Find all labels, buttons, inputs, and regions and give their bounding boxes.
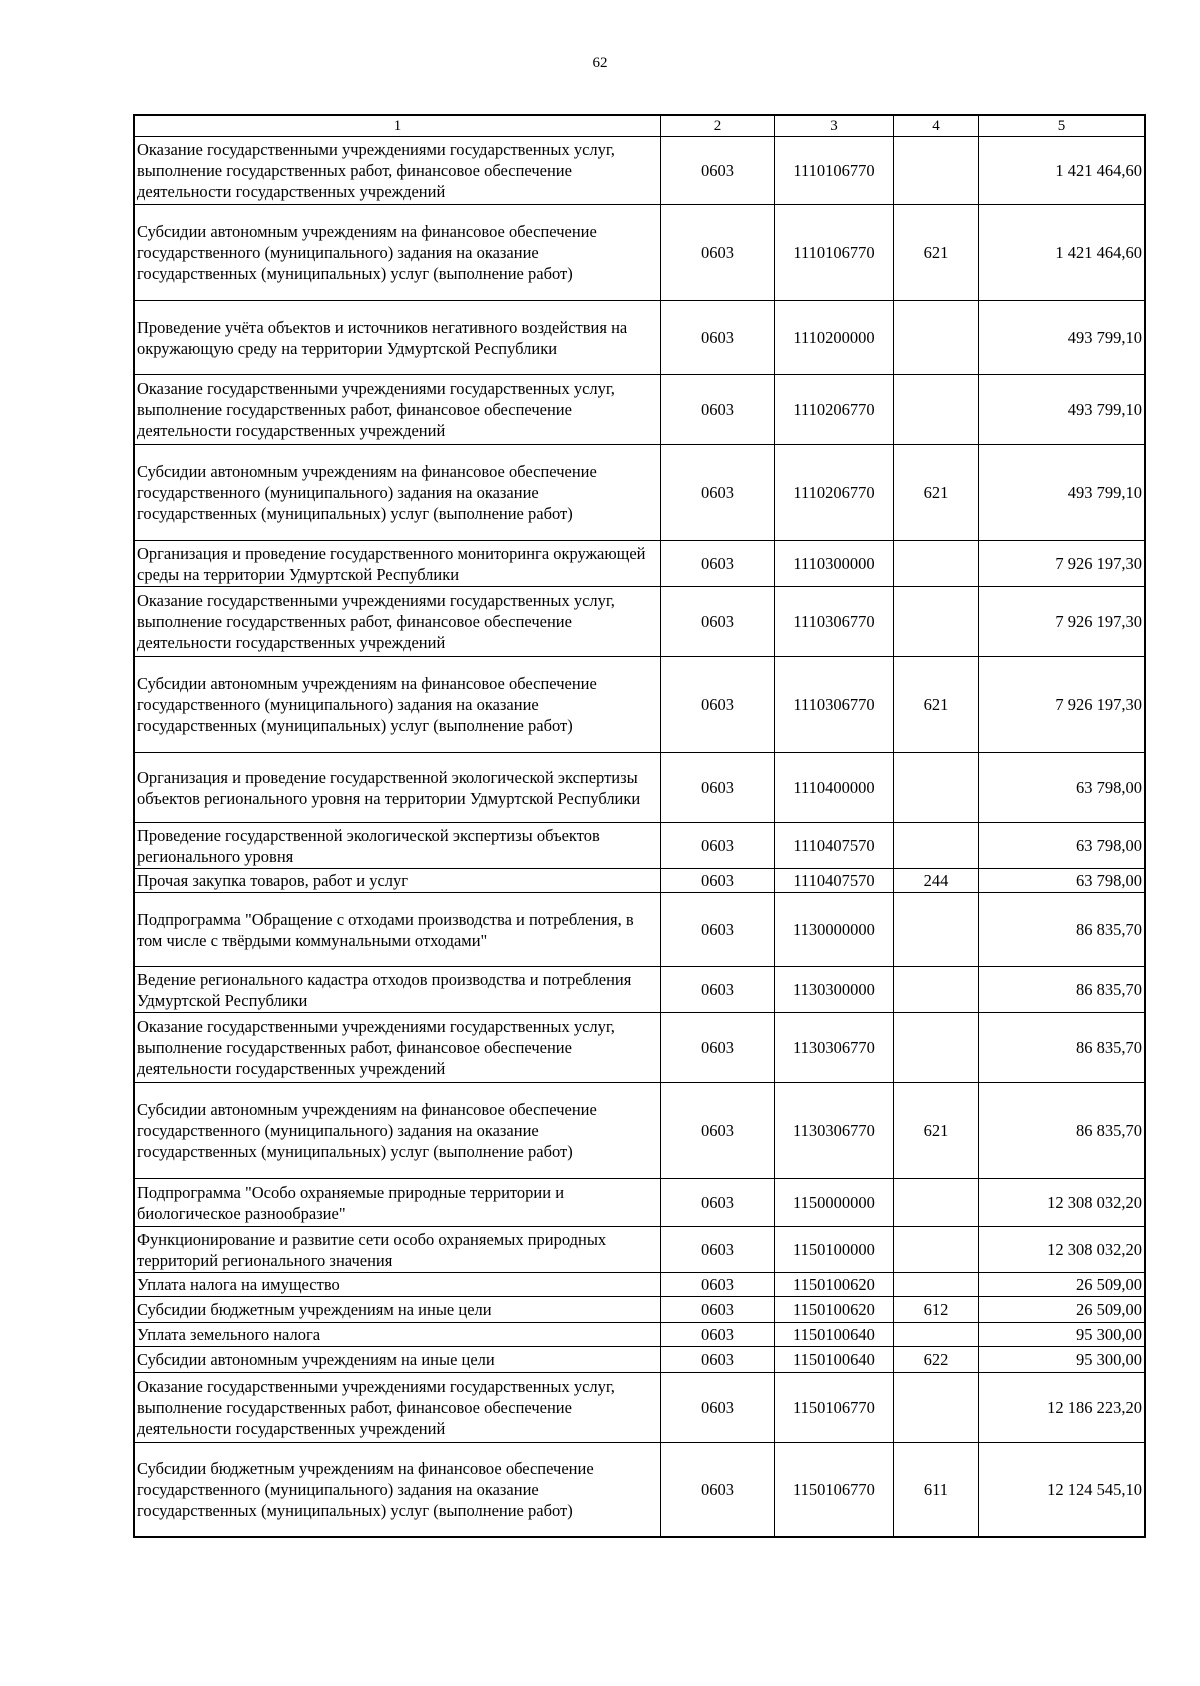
row-name: Проведение государственной экологической экспертизы объектов регионального уровня <box>135 823 661 869</box>
row-type <box>894 1373 979 1443</box>
table-header-row <box>135 116 1145 137</box>
row-section: 0603 <box>661 869 775 893</box>
row-sum: 12 308 032,20 <box>979 1227 1145 1273</box>
row-code: 1110306770 <box>775 657 894 753</box>
row-section: 0603 <box>661 1273 775 1297</box>
row-code: 1110306770 <box>775 587 894 657</box>
budget-table <box>134 115 1145 1537</box>
table-row <box>135 1297 1145 1323</box>
row-section: 0603 <box>661 375 775 445</box>
row-section: 0603 <box>661 1443 775 1537</box>
row-sum: 1 421 464,60 <box>979 137 1145 205</box>
row-sum: 86 835,70 <box>979 1013 1145 1083</box>
row-type <box>894 587 979 657</box>
row-name: Субсидии автономным учреждениям на иные цели <box>135 1347 661 1373</box>
row-type: 244 <box>894 869 979 893</box>
row-name: Подпрограмма "Обращение с отходами производства и потребления, в том числе с твёрдыми коммунальными отходами" <box>135 893 661 967</box>
row-name: Прочая закупка товаров, работ и услуг <box>135 869 661 893</box>
table-row <box>135 1443 1145 1537</box>
table-row <box>135 137 1145 205</box>
row-sum: 7 926 197,30 <box>979 657 1145 753</box>
row-section: 0603 <box>661 1373 775 1443</box>
row-type <box>894 1179 979 1227</box>
row-type <box>894 893 979 967</box>
row-code: 1110407570 <box>775 823 894 869</box>
row-type <box>894 1323 979 1347</box>
row-type <box>894 1227 979 1273</box>
row-name: Подпрограмма "Особо охраняемые природные территории и биологическое разнообразие" <box>135 1179 661 1227</box>
row-sum: 63 798,00 <box>979 753 1145 823</box>
row-name: Оказание государственными учреждениями государственных услуг, выполнение государственных работ, финансовое обеспечение деятельности государственных учреждений <box>135 1373 661 1443</box>
row-sum: 7 926 197,30 <box>979 587 1145 657</box>
row-sum: 493 799,10 <box>979 301 1145 375</box>
row-code: 1110106770 <box>775 137 894 205</box>
row-sum: 86 835,70 <box>979 967 1145 1013</box>
table-row <box>135 541 1145 587</box>
row-name: Оказание государственными учреждениями государственных услуг, выполнение государственных работ, финансовое обеспечение деятельности государственных учреждений <box>135 137 661 205</box>
row-code: 1150106770 <box>775 1443 894 1537</box>
table-row <box>135 1273 1145 1297</box>
row-code: 1110106770 <box>775 205 894 301</box>
row-name: Субсидии автономным учреждениям на финансовое обеспечение государственного (муниципального) задания на оказание государственных (муниципальных) услуг (выполнение работ) <box>135 1083 661 1179</box>
table-row <box>135 967 1145 1013</box>
row-section: 0603 <box>661 587 775 657</box>
row-code: 1130306770 <box>775 1013 894 1083</box>
row-code: 1150100000 <box>775 1227 894 1273</box>
row-sum: 26 509,00 <box>979 1273 1145 1297</box>
row-section: 0603 <box>661 1297 775 1323</box>
row-sum: 12 186 223,20 <box>979 1373 1145 1443</box>
row-name: Уплата налога на имущество <box>135 1273 661 1297</box>
row-name: Оказание государственными учреждениями государственных услуг, выполнение государственных работ, финансовое обеспечение деятельности государственных учреждений <box>135 587 661 657</box>
row-sum: 63 798,00 <box>979 823 1145 869</box>
row-sum: 7 926 197,30 <box>979 541 1145 587</box>
row-name: Субсидии автономным учреждениям на финансовое обеспечение государственного (муниципального) задания на оказание государственных (муниципальных) услуг (выполнение работ) <box>135 205 661 301</box>
row-section: 0603 <box>661 823 775 869</box>
row-type: 621 <box>894 1083 979 1179</box>
header-cell-2: 2 <box>661 116 775 137</box>
row-type <box>894 967 979 1013</box>
row-code: 1110300000 <box>775 541 894 587</box>
row-section: 0603 <box>661 657 775 753</box>
row-section: 0603 <box>661 1347 775 1373</box>
row-type: 611 <box>894 1443 979 1537</box>
row-name: Оказание государственными учреждениями государственных услуг, выполнение государственных работ, финансовое обеспечение деятельности государственных учреждений <box>135 1013 661 1083</box>
row-code: 1150000000 <box>775 1179 894 1227</box>
row-sum: 95 300,00 <box>979 1347 1145 1373</box>
row-type <box>894 375 979 445</box>
row-name: Оказание государственными учреждениями государственных услуг, выполнение государственных работ, финансовое обеспечение деятельности государственных учреждений <box>135 375 661 445</box>
row-code: 1130000000 <box>775 893 894 967</box>
row-section: 0603 <box>661 541 775 587</box>
row-name: Субсидии бюджетным учреждениям на иные цели <box>135 1297 661 1323</box>
row-section: 0603 <box>661 1013 775 1083</box>
row-sum: 1 421 464,60 <box>979 205 1145 301</box>
row-section: 0603 <box>661 301 775 375</box>
row-name: Ведение регионального кадастра отходов производства и потребления Удмуртской Республики <box>135 967 661 1013</box>
row-section: 0603 <box>661 1227 775 1273</box>
table-row <box>135 375 1145 445</box>
row-section: 0603 <box>661 445 775 541</box>
row-code: 1110206770 <box>775 445 894 541</box>
row-sum: 493 799,10 <box>979 445 1145 541</box>
table-row <box>135 1323 1145 1347</box>
row-section: 0603 <box>661 753 775 823</box>
row-type: 612 <box>894 1297 979 1323</box>
row-type <box>894 1013 979 1083</box>
row-type <box>894 301 979 375</box>
row-type: 622 <box>894 1347 979 1373</box>
table-row <box>135 1083 1145 1179</box>
table-row <box>135 1013 1145 1083</box>
row-name: Субсидии бюджетным учреждениям на финансовое обеспечение государственного (муниципального) задания на оказание государственных (муниципальных) услуг (выполнение работ) <box>135 1443 661 1537</box>
table-row <box>135 1179 1145 1227</box>
row-section: 0603 <box>661 1179 775 1227</box>
row-type <box>894 1273 979 1297</box>
row-code: 1150100640 <box>775 1323 894 1347</box>
row-type: 621 <box>894 205 979 301</box>
row-sum: 26 509,00 <box>979 1297 1145 1323</box>
row-code: 1150100640 <box>775 1347 894 1373</box>
table-row <box>135 869 1145 893</box>
row-code: 1150100620 <box>775 1273 894 1297</box>
row-type: 621 <box>894 445 979 541</box>
row-sum: 12 124 545,10 <box>979 1443 1145 1537</box>
row-sum: 86 835,70 <box>979 1083 1145 1179</box>
row-type <box>894 137 979 205</box>
table-row <box>135 893 1145 967</box>
row-code: 1110407570 <box>775 869 894 893</box>
header-cell-3: 3 <box>775 116 894 137</box>
row-code: 1130300000 <box>775 967 894 1013</box>
row-name: Уплата земельного налога <box>135 1323 661 1347</box>
row-name: Организация и проведение государственного мониторинга окружающей среды на территории Удмуртской Республики <box>135 541 661 587</box>
row-type <box>894 753 979 823</box>
row-code: 1110200000 <box>775 301 894 375</box>
row-sum: 63 798,00 <box>979 869 1145 893</box>
table-row <box>135 587 1145 657</box>
header-cell-4: 4 <box>894 116 979 137</box>
row-sum: 95 300,00 <box>979 1323 1145 1347</box>
header-cell-1: 1 <box>135 116 661 137</box>
table-row <box>135 823 1145 869</box>
table-row <box>135 205 1145 301</box>
row-section: 0603 <box>661 1323 775 1347</box>
row-code: 1150100620 <box>775 1297 894 1323</box>
row-section: 0603 <box>661 205 775 301</box>
table-row <box>135 301 1145 375</box>
table-row <box>135 1347 1145 1373</box>
row-name: Функционирование и развитие сети особо охраняемых природных территорий регионального значения <box>135 1227 661 1273</box>
row-section: 0603 <box>661 137 775 205</box>
row-code: 1110206770 <box>775 375 894 445</box>
row-sum: 12 308 032,20 <box>979 1179 1145 1227</box>
row-code: 1150106770 <box>775 1373 894 1443</box>
header-cell-5: 5 <box>979 116 1145 137</box>
table-row <box>135 657 1145 753</box>
row-type <box>894 823 979 869</box>
table-row <box>135 1227 1145 1273</box>
row-name: Субсидии автономным учреждениям на финансовое обеспечение государственного (муниципального) задания на оказание государственных (муниципальных) услуг (выполнение работ) <box>135 657 661 753</box>
row-type: 621 <box>894 657 979 753</box>
row-type <box>894 541 979 587</box>
row-sum: 86 835,70 <box>979 893 1145 967</box>
row-code: 1110400000 <box>775 753 894 823</box>
row-section: 0603 <box>661 1083 775 1179</box>
table-row <box>135 753 1145 823</box>
row-code: 1130306770 <box>775 1083 894 1179</box>
row-section: 0603 <box>661 893 775 967</box>
row-name: Проведение учёта объектов и источников негативного воздействия на окружающую среду на территории Удмуртской Республики <box>135 301 661 375</box>
row-name: Субсидии автономным учреждениям на финансовое обеспечение государственного (муниципального) задания на оказание государственных (муниципальных) услуг (выполнение работ) <box>135 445 661 541</box>
table-row <box>135 1373 1145 1443</box>
row-name: Организация и проведение государственной экологической экспертизы объектов регионального уровня на территории Удмуртской Республики <box>135 753 661 823</box>
page-number: 62 <box>592 55 608 71</box>
table-row <box>135 445 1145 541</box>
row-section: 0603 <box>661 967 775 1013</box>
row-sum: 493 799,10 <box>979 375 1145 445</box>
